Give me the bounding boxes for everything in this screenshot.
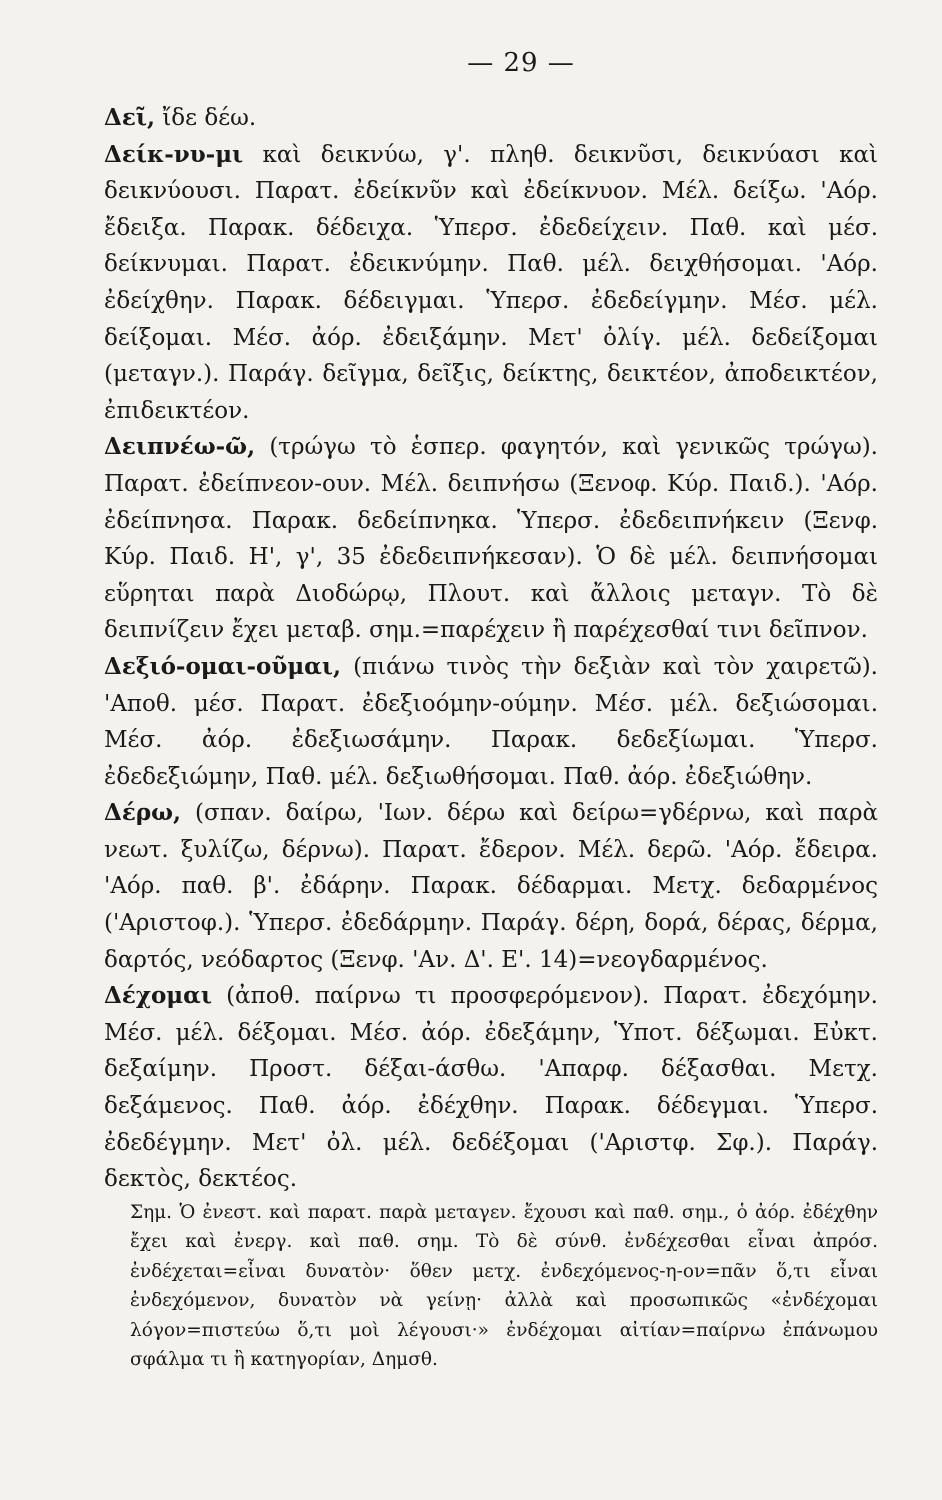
entry-headword: Δειπνέω-ῶ, <box>104 433 256 461</box>
entry-headword: Δεῖ, <box>104 104 155 131</box>
entry-dechomai <box>104 978 878 1198</box>
entry-headword: Δέχομαι <box>104 982 212 1010</box>
entry-headword: Δεξιό-ομαι-οῦμαι, <box>104 652 341 680</box>
entry-dexioomai <box>104 649 878 795</box>
entry-dero <box>104 795 878 978</box>
entry-text: καὶ δεικνύω, γ'. πληθ. δεικνῦσι, δεικνύασι καὶ δεικνύουσι. Παρατ. ἐδείκνῦν καὶ ἐδείκνυον. Μέλ. δείξω. 'Αόρ. ἔδειξα. Παρακ. δέδειχα. Ὑπερσ. ἐδεδείχειν. Παθ. καὶ μέσ. δείκνυμαι. Παρατ. ἐδεικνύμην. Παθ. μέλ. δειχθήσομαι. 'Αόρ. ἐδείχθην. Παρακ. δέδειγμαι. Ὑπερσ. ἐδεδείγμην. Μέσ. μέλ. δείξομαι. Μέσ. ἀόρ. ἐδειξάμην. Μετ' ὀλίγ. μέλ. δεδείξομαι (μεταγν.). Παράγ. δεῖγμα, δεῖξις, δείκτης, δεικτέον, ἀποδεικτέον, ἐπιδεικτέον. <box>104 141 878 424</box>
entry-text: (ἀποθ. παίρνω τι προσφερόμενον). Παρατ. ἐδεχόμην. Μέσ. μέλ. δέξομαι. Μέσ. ἀόρ. ἐδεξάμην, Ὑποτ. δέξωμαι. Εὐκτ. δεξαίμην. Προστ. δέξαι-άσθω. 'Απαρφ. δέξασθαι. Μετχ. δεξάμενος. Παθ. ἀόρ. ἐδέχθην. Παρακ. δέδεγμαι. Ὑπερσ. ἐδεδέγμην. Μετ' ὀλ. μέλ. δεδέξομαι ('Αριστφ. Σφ.). Παράγ. δεκτὸς, δεκτέος. <box>104 983 878 1193</box>
entry-deipneo <box>104 429 878 649</box>
page-number: — 29 — <box>467 48 575 78</box>
footnote: Σημ. Ὁ ἐνεστ. καὶ παρατ. παρὰ μεταγεν. ἔχουσι καὶ παθ. σημ., ὁ ἀόρ. ἐδέχθην ἔχει καὶ ἐνεργ. καὶ παθ. σημ. Τὸ δὲ σύνθ. ἐνδέχεσθαι εἶναι ἀπρόσ. ἐνδέχεται=εἶναι δυνατὸν· ὅθεν μετχ. ἐνδεχόμενος-η-ον=πᾶν ὅ,τι εἶναι ἐνδεχόμενον, δυνατὸν νὰ γείνῃ· ἀλλὰ καὶ προσωπικῶς «ἐνδέχομαι λόγον=πιστεύω ὅ,τι μοὶ λέγουσι·» ἐνδέχομαι αἰτίαν=παίρνω ἐπάνωμου σφάλμα τι ἢ κατηγορίαν, Δημσθ. <box>130 1201 878 1371</box>
entry-deiknymi <box>104 137 878 430</box>
entry-text: (τρώγω τὸ ἑσπερ. φαγητόν, καὶ γενικῶς τρώγω). Παρατ. ἐδείπνεον-ουν. Μέλ. δειπνήσω (Ξενοφ. Κύρ. Παιδ.). 'Αόρ. ἐδείπνησα. Παρακ. δεδείπνηκα. Ὑπερσ. ἐδεδειπνήκειν (Ξενφ. Κύρ. Παιδ. Η', γ', 35 ἐδεδειπνήκεσαν). Ὁ δὲ μέλ. δειπνήσομαι εὕρηται παρὰ Διοδώρῳ, Πλουτ. καὶ ἄλλοις μεταγν. Τὸ δὲ δειπνίζειν ἔχει μεταβ. σημ.=παρέχειν ἢ παρέχεσθαί τινι δεῖπνον. <box>104 434 878 644</box>
entry-dei <box>104 100 878 137</box>
entry-text: ἴδε δέω. <box>154 105 257 131</box>
entry-text: (πιάνω τινὸς τὴν δεξιὰν καὶ τὸν χαιρετῶ). 'Αποθ. μέσ. Παρατ. ἐδεξιοόμην-ούμην. Μέσ. μέλ. δεξιώσομαι. Μέσ. ἀόρ. ἐδεξιωσάμην. Παρακ. δεδεξίωμαι. Ὑπερσ. ἐδεδεξιώμην, Παθ. μέλ. δεξιωθήσομαι. Παθ. ἀόρ. ἐδεξιώθην. <box>104 653 878 790</box>
entry-text: (σπαν. δαίρω, 'Ιων. δέρω καὶ δείρω=γδέρνω, καὶ παρὰ νεωτ. ξυλίζω, δέρνω). Παρατ. ἔδερον. Μέλ. δερῶ. 'Αόρ. ἔδειρα. 'Αόρ. παθ. β'. ἐδάρην. Παρακ. δέδαρμαι. Μετχ. δεδαρμένος ('Αριστοφ.). Ὑπερσ. ἐδεδάρμην. Παράγ. δέρη, δορά, δέρας, δέρμα, δαρτός, νεόδαρτος (Ξενφ. 'Αν. Δ'. Ε'. 14)=νεογδαρμένος. <box>104 800 878 973</box>
entry-headword: Δέρω, <box>104 799 182 827</box>
entry-headword: Δείκ-νυ-μι <box>104 140 244 168</box>
